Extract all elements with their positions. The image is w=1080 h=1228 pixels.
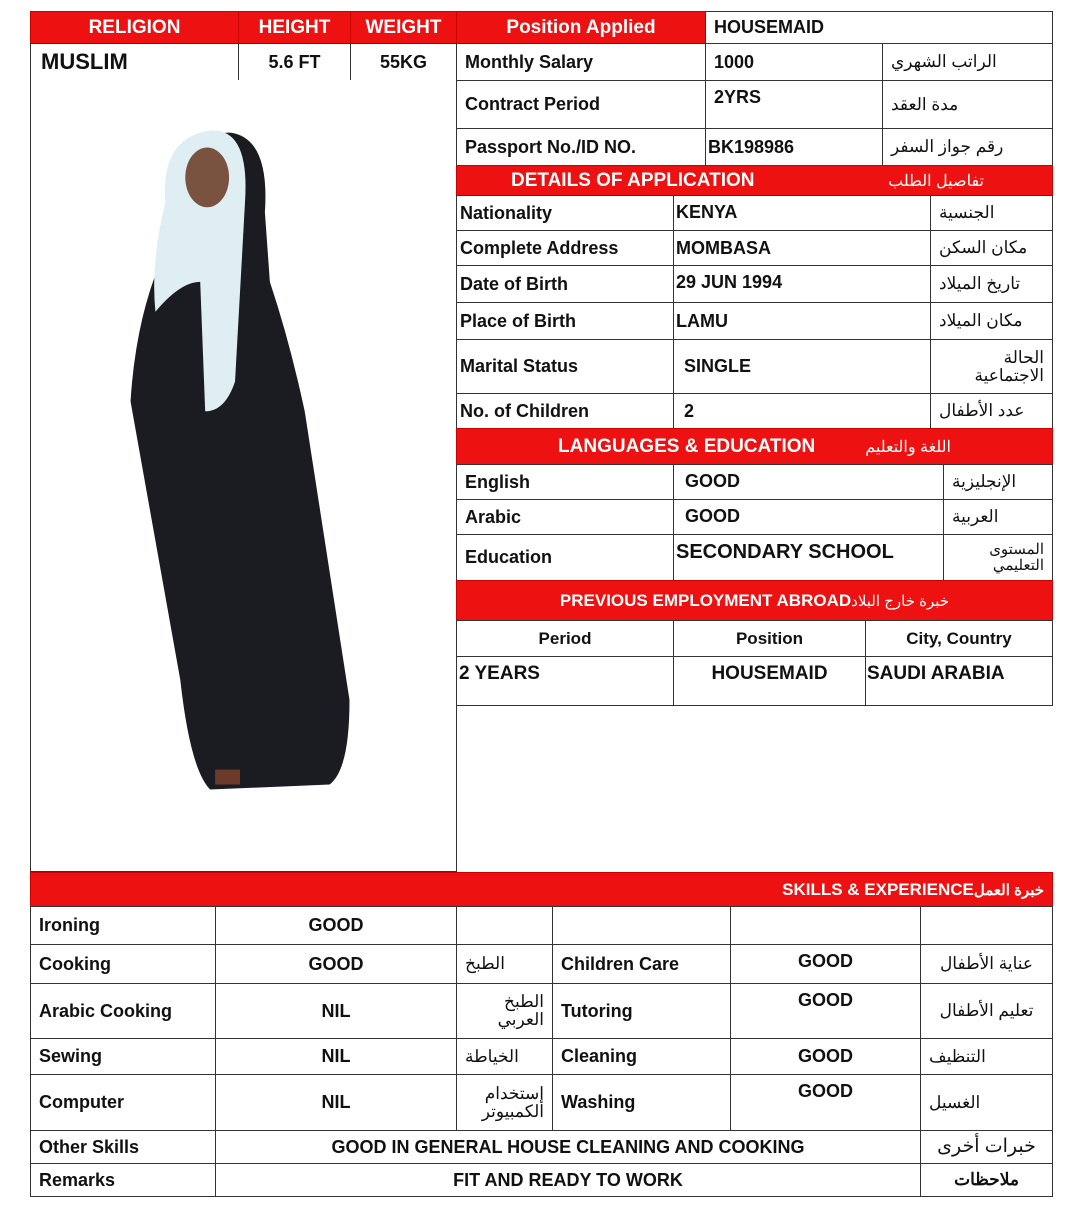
- details-value: KENYA: [673, 195, 931, 231]
- skill-value: GOOD: [730, 944, 921, 984]
- employment-header: [456, 580, 1053, 621]
- remarks-label: Remarks: [30, 1163, 216, 1197]
- details-label-ar: الجنسية: [930, 195, 1053, 231]
- employment-title: PREVIOUS EMPLOYMENT ABROAD: [559, 590, 852, 610]
- skills-title: SKILLS & EXPERIENCE: [782, 879, 974, 899]
- details-value: SINGLE: [673, 339, 931, 394]
- other-skills-label: Other Skills: [30, 1130, 216, 1164]
- languages-title: LANGUAGES & EDUCATION: [558, 435, 816, 457]
- details-value: 29 JUN 1994: [673, 265, 931, 303]
- job-value: 2YRS: [705, 80, 883, 129]
- job-label: Monthly Salary: [456, 43, 706, 81]
- details-label: Marital Status: [456, 339, 674, 394]
- skill-value: GOOD: [215, 944, 457, 984]
- skill-label: Computer: [30, 1074, 216, 1131]
- religion-value: MUSLIM: [30, 43, 239, 81]
- details-label: Nationality: [456, 195, 674, 231]
- language-label: Arabic: [456, 499, 674, 535]
- remarks-label-ar: ملاحظات: [920, 1163, 1053, 1197]
- job-label-ar: مدة العقد: [882, 80, 1053, 129]
- education-label: Education: [456, 534, 674, 581]
- skill-label: Ironing: [30, 906, 216, 945]
- skill-value: NIL: [215, 1038, 457, 1075]
- details-value: 2: [673, 393, 931, 429]
- details-label-ar: عدد الأطفال: [930, 393, 1053, 429]
- job-value: 1000: [705, 43, 883, 81]
- skill-value: GOOD: [730, 1074, 921, 1131]
- religion-header: RELIGION: [30, 11, 239, 44]
- skill-label-ar: [456, 906, 553, 945]
- skill-label: Children Care: [552, 944, 731, 984]
- height-value: 5.6 FT: [238, 43, 351, 81]
- employment-period: 2 YEARS: [456, 656, 674, 706]
- skill-label-ar: الطبخ العربي: [456, 983, 553, 1039]
- remarks-value: FIT AND READY TO WORK: [215, 1163, 921, 1197]
- employment-col-position: Position: [673, 620, 866, 657]
- skill-value: NIL: [215, 1074, 457, 1131]
- position-applied-label: Position Applied: [456, 11, 706, 44]
- skill-value: GOOD: [215, 906, 457, 945]
- details-label-ar: الحالة الاجتماعية: [930, 339, 1053, 394]
- details-label: No. of Children: [456, 393, 674, 429]
- details-label: Complete Address: [456, 230, 674, 266]
- employment-col-city: City, Country: [865, 620, 1053, 657]
- skill-label: Cleaning: [552, 1038, 731, 1075]
- height-header: HEIGHT: [238, 11, 351, 44]
- details-label-ar: مكان السكن: [930, 230, 1053, 266]
- applicant-figure: [31, 81, 456, 871]
- details-label-ar: تاريخ الميلاد: [930, 265, 1053, 303]
- skill-label-ar: الخياطة: [456, 1038, 553, 1075]
- language-label-ar: العربية: [943, 499, 1053, 535]
- employment-col-period: Period: [456, 620, 674, 657]
- skill-value: NIL: [215, 983, 457, 1039]
- skill-value: GOOD: [730, 983, 921, 1039]
- skill-label-ar: إستخدام الكمبيوتر: [456, 1074, 553, 1131]
- employment-title-ar: خبرة خارج البلاد: [851, 592, 950, 610]
- details-label: Date of Birth: [456, 265, 674, 303]
- other-skills-label-ar: خبرات أخرى: [920, 1130, 1053, 1164]
- education-label-ar: المستوى التعليمي: [943, 534, 1053, 581]
- skill-label-ar: التنظيف: [920, 1038, 1053, 1075]
- details-value: LAMU: [673, 302, 931, 340]
- language-value: GOOD: [673, 499, 944, 535]
- skill-value: [730, 906, 921, 945]
- skills-title-ar: خبرة العمل: [973, 881, 1044, 899]
- job-label: Passport No./ID NO.: [456, 128, 706, 166]
- skill-value: GOOD: [730, 1038, 921, 1075]
- skill-label: Tutoring: [552, 983, 731, 1039]
- details-title-ar: تفاصيل الطلب: [888, 172, 984, 190]
- details-label-ar: مكان الميلاد: [930, 302, 1053, 340]
- job-label: Contract Period: [456, 80, 706, 129]
- skill-label: Washing: [552, 1074, 731, 1131]
- position-applied-value: HOUSEMAID: [705, 11, 1053, 44]
- skill-label-ar: [920, 906, 1053, 945]
- skill-label: [552, 906, 731, 945]
- details-label: Place of Birth: [456, 302, 674, 340]
- skill-label: Cooking: [30, 944, 216, 984]
- job-label-ar: الراتب الشهري: [882, 43, 1053, 81]
- skill-label-ar: عناية الأطفال: [920, 944, 1053, 984]
- education-value: SECONDARY SCHOOL: [673, 534, 944, 581]
- skill-label: Arabic Cooking: [30, 983, 216, 1039]
- job-label-ar: رقم جواز السفر: [882, 128, 1053, 166]
- applicant-photo: [30, 80, 457, 872]
- employment-position: HOUSEMAID: [673, 656, 866, 706]
- skill-label-ar: الغسيل: [920, 1074, 1053, 1131]
- language-label: English: [456, 464, 674, 500]
- skills-header: [30, 872, 1053, 907]
- skill-label-ar: تعليم الأطفال: [920, 983, 1053, 1039]
- job-value: BK198986: [705, 128, 883, 166]
- details-header: [456, 165, 1053, 196]
- skill-label: Sewing: [30, 1038, 216, 1075]
- languages-title-ar: اللغة والتعليم: [865, 438, 951, 456]
- weight-value: 55KG: [350, 43, 457, 81]
- other-skills-value: GOOD IN GENERAL HOUSE CLEANING AND COOKING: [215, 1130, 921, 1164]
- languages-header: [456, 428, 1053, 465]
- language-label-ar: الإنجليزية: [943, 464, 1053, 500]
- language-value: GOOD: [673, 464, 944, 500]
- weight-header: WEIGHT: [350, 11, 457, 44]
- details-value: MOMBASA: [673, 230, 931, 266]
- skill-label-ar: الطبخ: [456, 944, 553, 984]
- details-title: DETAILS OF APPLICATION: [511, 169, 755, 191]
- employment-city: SAUDI ARABIA: [865, 656, 1053, 706]
